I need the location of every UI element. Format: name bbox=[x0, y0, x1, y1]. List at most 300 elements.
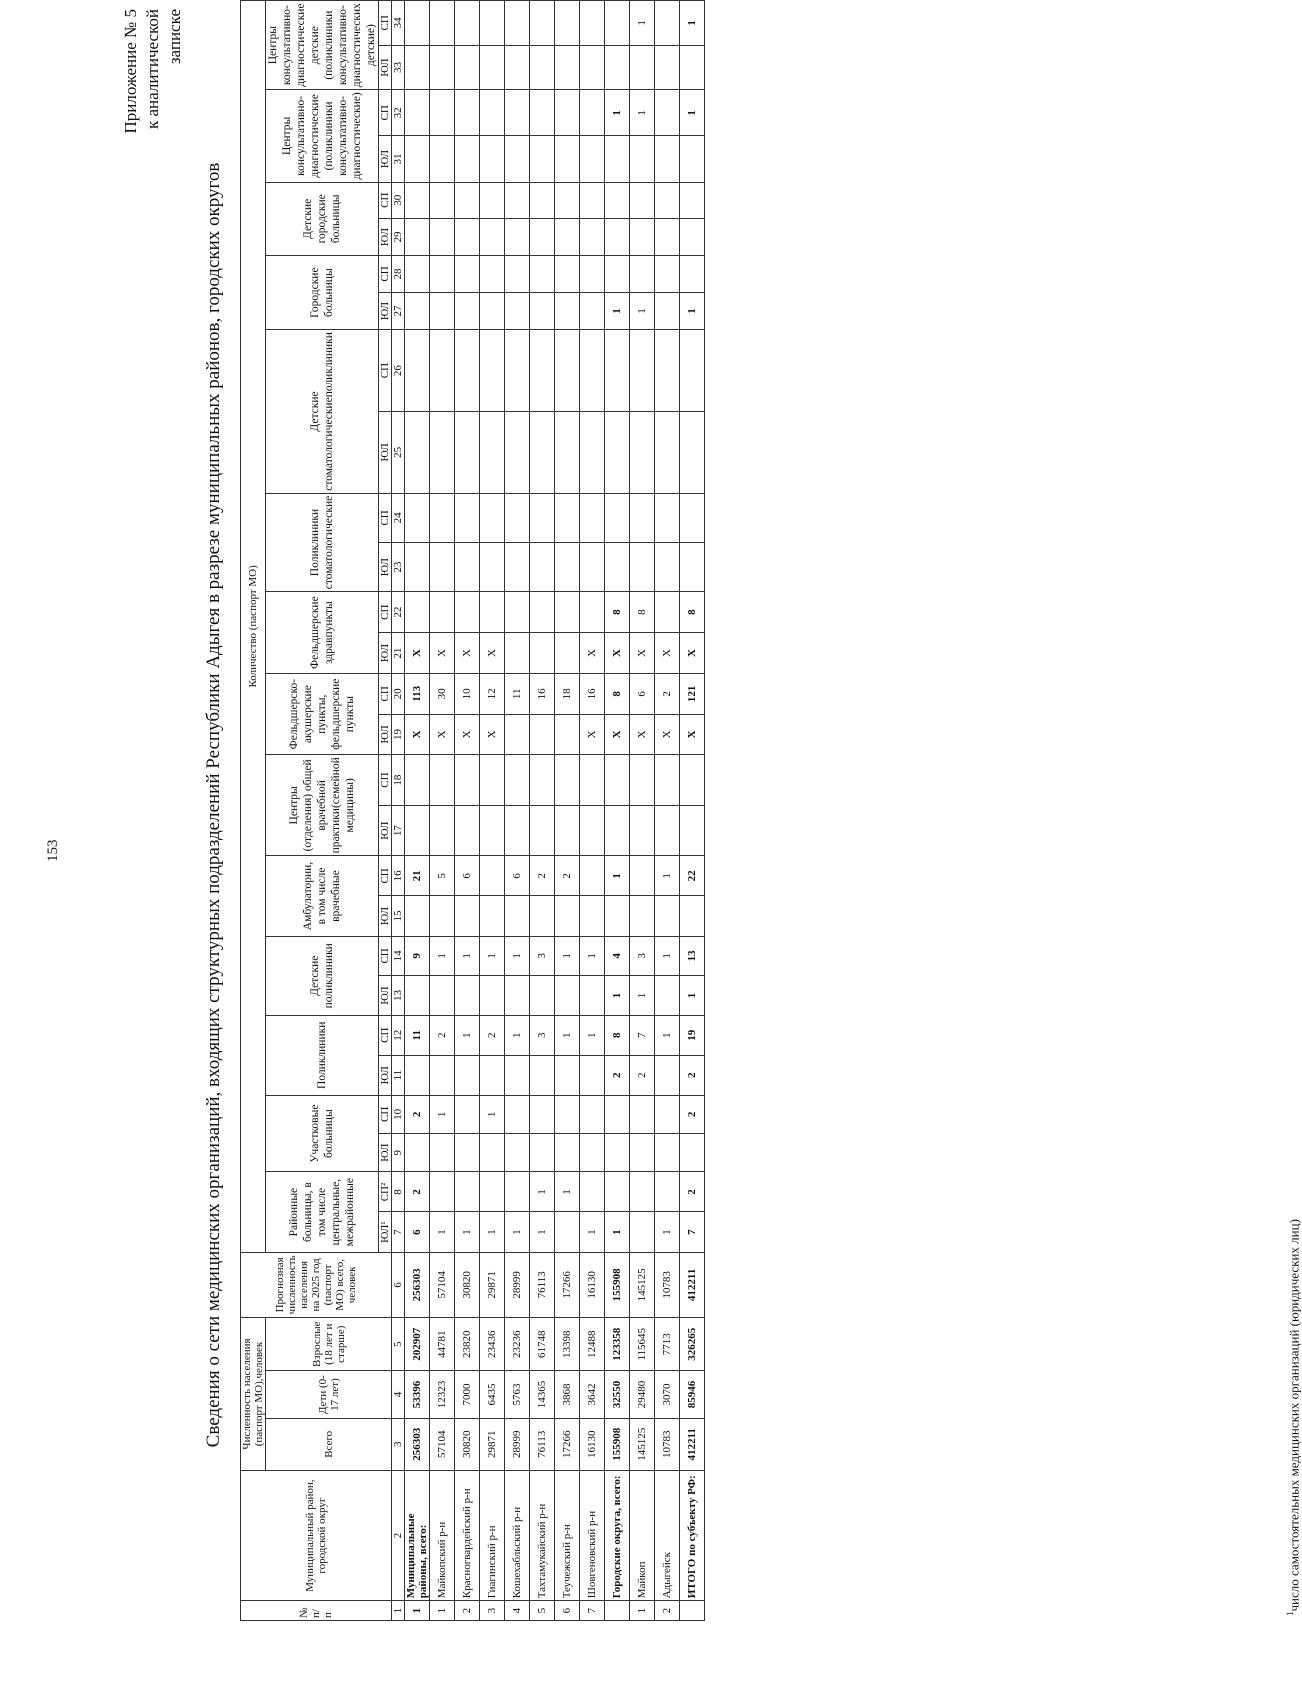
table-cell bbox=[430, 592, 455, 633]
table-cell bbox=[405, 411, 430, 493]
table-cell: 1 bbox=[555, 1015, 580, 1055]
table-cell: 2 bbox=[530, 856, 555, 896]
table-cell: 13398 bbox=[555, 1318, 580, 1371]
table-cell: 8 bbox=[630, 592, 655, 633]
header-sp: СП bbox=[379, 90, 392, 136]
table-cell bbox=[605, 411, 630, 493]
table-cell bbox=[530, 292, 555, 329]
table-cell: 1 bbox=[630, 292, 655, 329]
table-cell: X bbox=[430, 633, 455, 674]
table-cell: 61748 bbox=[530, 1318, 555, 1371]
table-cell: 1 bbox=[655, 856, 680, 896]
table-cell bbox=[530, 592, 555, 633]
table-cell: 145125 bbox=[630, 1252, 655, 1317]
row-district-name: Красногвардейский р-н bbox=[455, 1470, 480, 1600]
table-row bbox=[405, 1, 430, 1621]
table-cell bbox=[680, 805, 705, 856]
appendix-line-2: к аналитической записке bbox=[143, 9, 184, 130]
column-number: 26 bbox=[392, 330, 405, 412]
table-cell: 1 bbox=[455, 1015, 480, 1055]
table-cell: 8 bbox=[680, 592, 705, 633]
table-cell bbox=[405, 1, 430, 46]
table-cell bbox=[480, 856, 505, 896]
table-cell bbox=[580, 493, 605, 542]
table-cell bbox=[405, 543, 430, 592]
table-cell bbox=[430, 218, 455, 255]
table-cell: 23436 bbox=[480, 1318, 505, 1371]
table-cell bbox=[630, 1212, 655, 1252]
column-number: 32 bbox=[392, 90, 405, 136]
table-cell bbox=[430, 1055, 455, 1095]
table-cell bbox=[530, 633, 555, 674]
table-cell bbox=[630, 218, 655, 255]
header-row-2 bbox=[266, 1, 379, 1621]
header-total: Всего bbox=[266, 1418, 392, 1470]
header-yul: ЮЛ bbox=[379, 633, 392, 674]
table-cell: X bbox=[680, 633, 705, 674]
table-cell: 16130 bbox=[580, 1418, 605, 1470]
table-cell bbox=[405, 45, 430, 90]
table-cell: 3 bbox=[630, 936, 655, 975]
table-cell: 1 bbox=[430, 1601, 455, 1621]
table-cell: 113 bbox=[405, 674, 430, 715]
table-cell: 6 bbox=[630, 674, 655, 715]
table-cell: 57104 bbox=[430, 1252, 455, 1317]
table-cell bbox=[605, 805, 630, 856]
column-number: 11 bbox=[392, 1055, 405, 1095]
table-cell bbox=[455, 755, 480, 806]
column-number: 21 bbox=[392, 633, 405, 674]
table-cell bbox=[655, 1, 680, 46]
table-cell bbox=[530, 1095, 555, 1133]
table-cell bbox=[605, 543, 630, 592]
header-yul: ЮЛ bbox=[379, 136, 392, 182]
header-quantity: Количество (паспорт МО) bbox=[241, 1, 266, 1253]
table-cell: 9 bbox=[405, 936, 430, 975]
table-cell: 6 bbox=[405, 1212, 430, 1252]
row-district-name: Кошехабльский р-н bbox=[505, 1470, 530, 1600]
table-cell bbox=[430, 330, 455, 412]
row-district-name: Майкопский р-н bbox=[430, 1470, 455, 1600]
table-cell bbox=[655, 1095, 680, 1133]
table-cell: 115645 bbox=[630, 1318, 655, 1371]
header-group-5: Амбулатории, в том числе врачебные bbox=[266, 856, 379, 936]
table-cell bbox=[580, 755, 605, 806]
table-cell bbox=[555, 543, 580, 592]
table-cell: 1 bbox=[430, 1095, 455, 1133]
table-cell bbox=[405, 136, 430, 182]
table-cell bbox=[405, 1055, 430, 1095]
table-cell: 3642 bbox=[580, 1371, 605, 1418]
table-cell bbox=[430, 182, 455, 218]
header-group-7: Фельдшерско-акушерские пункты, фельдшерские пункты bbox=[266, 674, 379, 755]
table-row bbox=[455, 1, 480, 1621]
table-cell: 155908 bbox=[605, 1418, 630, 1470]
table-cell: 1 bbox=[580, 936, 605, 975]
table-cell bbox=[455, 805, 480, 856]
header-group-6: Центры (отделения) общей врачебной практики(семейной медицины) bbox=[266, 755, 379, 856]
table-cell bbox=[430, 1133, 455, 1172]
table-cell: 1 bbox=[505, 1015, 530, 1055]
table-cell bbox=[455, 493, 480, 542]
row-district-name: ИТОГО по субъекту РФ: bbox=[680, 1470, 705, 1600]
table-cell bbox=[555, 976, 580, 1016]
table-cell bbox=[505, 330, 530, 412]
header-yul: ЮЛ bbox=[379, 976, 392, 1016]
table-cell: 145125 bbox=[630, 1418, 655, 1470]
column-number: 3 bbox=[392, 1418, 405, 1470]
table-cell: X bbox=[405, 714, 430, 755]
header-sp: СП² bbox=[379, 1172, 392, 1212]
table-cell bbox=[455, 976, 480, 1016]
table-cell: 2 bbox=[655, 1601, 680, 1621]
column-number: 23 bbox=[392, 543, 405, 592]
table-cell: 23236 bbox=[505, 1318, 530, 1371]
table-cell bbox=[605, 330, 630, 412]
header-sp: СП bbox=[379, 182, 392, 218]
column-number: 16 bbox=[392, 856, 405, 896]
table-cell bbox=[580, 543, 605, 592]
table-cell bbox=[555, 411, 580, 493]
table-cell: 29480 bbox=[630, 1371, 655, 1418]
table-cell: 1 bbox=[680, 90, 705, 136]
table-cell bbox=[630, 856, 655, 896]
table-cell: 1 bbox=[680, 1, 705, 46]
table-cell bbox=[530, 543, 555, 592]
table-cell bbox=[505, 90, 530, 136]
table-cell bbox=[630, 805, 655, 856]
table-cell bbox=[405, 292, 430, 329]
header-group-11: Городские больницы bbox=[266, 256, 379, 330]
table-cell bbox=[555, 896, 580, 936]
table-cell bbox=[505, 714, 530, 755]
table-cell: 29871 bbox=[480, 1418, 505, 1470]
table-cell bbox=[630, 1133, 655, 1172]
table-cell: X bbox=[430, 714, 455, 755]
column-number: 31 bbox=[392, 136, 405, 182]
table-cell bbox=[480, 182, 505, 218]
column-number: 7 bbox=[392, 1212, 405, 1252]
table-cell: 121 bbox=[680, 674, 705, 715]
table-cell bbox=[505, 543, 530, 592]
table-cell bbox=[655, 493, 680, 542]
table-cell: 21 bbox=[405, 856, 430, 896]
table-cell: X bbox=[630, 714, 655, 755]
table-cell bbox=[680, 330, 705, 412]
table-cell: 3070 bbox=[655, 1371, 680, 1418]
table-cell bbox=[655, 976, 680, 1016]
table-cell: 1 bbox=[530, 1172, 555, 1212]
table-cell bbox=[530, 714, 555, 755]
table-cell: 1 bbox=[505, 1212, 530, 1252]
header-sp: СП bbox=[379, 1, 392, 46]
table-cell bbox=[605, 45, 630, 90]
table-cell bbox=[680, 45, 705, 90]
table-cell bbox=[580, 218, 605, 255]
header-group-3: Поликлиники bbox=[266, 1015, 379, 1095]
header-yul: ЮЛ bbox=[379, 292, 392, 329]
table-cell bbox=[430, 136, 455, 182]
table-cell bbox=[430, 256, 455, 293]
table-cell: 1 bbox=[630, 976, 655, 1016]
table-cell bbox=[580, 182, 605, 218]
column-number: 17 bbox=[392, 805, 405, 856]
table-cell: 32550 bbox=[605, 1371, 630, 1418]
table-cell: 10783 bbox=[655, 1418, 680, 1470]
table-cell: 5763 bbox=[505, 1371, 530, 1418]
table-cell bbox=[505, 45, 530, 90]
table-cell: X bbox=[605, 714, 630, 755]
header-yul: ЮЛ bbox=[379, 714, 392, 755]
table-cell: 7 bbox=[580, 1601, 605, 1621]
table-cell: 16130 bbox=[580, 1252, 605, 1317]
table-cell bbox=[580, 292, 605, 329]
table-cell bbox=[405, 976, 430, 1016]
header-adults: Взрослые (18 лет и старше) bbox=[266, 1318, 392, 1371]
table-cell: 12 bbox=[480, 674, 505, 715]
table-cell bbox=[455, 218, 480, 255]
header-column-numbers bbox=[392, 1, 405, 1621]
table-row bbox=[655, 1, 680, 1621]
header-group-14: Центры консультативно-диагностические детские (поликлиники консультативно-диагностических детские) bbox=[266, 1, 379, 90]
header-sp: СП bbox=[379, 936, 392, 975]
header-yul: ЮЛ¹ bbox=[379, 1212, 392, 1252]
table-cell bbox=[680, 896, 705, 936]
table-cell: 1 bbox=[455, 1212, 480, 1252]
table-cell: 1 bbox=[630, 90, 655, 136]
table-cell bbox=[455, 292, 480, 329]
table-cell: 1 bbox=[605, 976, 630, 1016]
table-cell bbox=[605, 896, 630, 936]
table-cell: 22 bbox=[680, 856, 705, 896]
table-cell: 4 bbox=[605, 936, 630, 975]
table-cell bbox=[655, 256, 680, 293]
table-cell bbox=[455, 896, 480, 936]
table-cell bbox=[605, 1133, 630, 1172]
table-cell: 7713 bbox=[655, 1318, 680, 1371]
table-cell bbox=[580, 411, 605, 493]
table-cell: 326265 bbox=[680, 1318, 705, 1371]
column-number: 30 bbox=[392, 182, 405, 218]
table-cell bbox=[405, 218, 430, 255]
table-cell bbox=[555, 136, 580, 182]
table-cell: 1 bbox=[455, 936, 480, 975]
table-cell bbox=[405, 493, 430, 542]
table-cell: 11 bbox=[405, 1015, 430, 1055]
document-title: Сведения о сети медицинских организаций, входящих структурных подразделений Республики Адыгея в разрезе муниципальных районов, городских округов bbox=[203, 162, 224, 1448]
table-cell bbox=[480, 45, 505, 90]
column-number: 33 bbox=[392, 45, 405, 90]
column-number: 5 bbox=[392, 1318, 405, 1371]
table-cell: 1 bbox=[580, 1212, 605, 1252]
table-cell bbox=[480, 330, 505, 412]
table-cell bbox=[505, 1133, 530, 1172]
table-cell: 19 bbox=[680, 1015, 705, 1055]
table-cell: 29871 bbox=[480, 1252, 505, 1317]
table-cell bbox=[680, 182, 705, 218]
table-cell bbox=[505, 976, 530, 1016]
table-cell bbox=[630, 45, 655, 90]
row-district-name: Майкоп bbox=[630, 1470, 655, 1600]
table-row bbox=[580, 1, 605, 1621]
table-cell: 6 bbox=[455, 856, 480, 896]
table-cell bbox=[605, 1601, 630, 1621]
table-cell bbox=[530, 256, 555, 293]
table-cell bbox=[455, 182, 480, 218]
table-cell bbox=[655, 1172, 680, 1212]
table-cell bbox=[480, 292, 505, 329]
column-number: 15 bbox=[392, 896, 405, 936]
table-cell bbox=[655, 182, 680, 218]
table-cell: 17266 bbox=[555, 1252, 580, 1317]
appendix-line-1: Приложение № 5 bbox=[121, 9, 140, 134]
table-cell bbox=[505, 493, 530, 542]
header-district: Муниципальный район, городской округ bbox=[241, 1470, 392, 1600]
table-cell: 30 bbox=[430, 674, 455, 715]
table-cell bbox=[680, 411, 705, 493]
table-cell: 6435 bbox=[480, 1371, 505, 1418]
header-children: Дети (0-17 лет) bbox=[266, 1371, 392, 1418]
table-cell bbox=[480, 1172, 505, 1212]
table-cell bbox=[530, 805, 555, 856]
header-yul: ЮЛ bbox=[379, 45, 392, 90]
row-district-name: Гиагинский р-н bbox=[480, 1470, 505, 1600]
header-yul: ЮЛ bbox=[379, 543, 392, 592]
table-cell: 76113 bbox=[530, 1418, 555, 1470]
table-cell: 7000 bbox=[455, 1371, 480, 1418]
table-cell bbox=[530, 136, 555, 182]
table-cell: 1 bbox=[505, 936, 530, 975]
table-cell bbox=[405, 182, 430, 218]
table-cell bbox=[680, 136, 705, 182]
table-cell: X bbox=[630, 633, 655, 674]
table-cell: 1 bbox=[605, 292, 630, 329]
table-cell: 2 bbox=[605, 1055, 630, 1095]
table-cell bbox=[430, 411, 455, 493]
table-cell: 23820 bbox=[455, 1318, 480, 1371]
table-cell bbox=[605, 136, 630, 182]
table-cell: 1 bbox=[630, 1601, 655, 1621]
table-cell: 16 bbox=[530, 674, 555, 715]
table-cell: 412211 bbox=[680, 1252, 705, 1317]
table-cell: 17266 bbox=[555, 1418, 580, 1470]
table-cell bbox=[530, 411, 555, 493]
table-cell: 1 bbox=[555, 1172, 580, 1212]
table-cell bbox=[580, 1, 605, 46]
header-sp: СП bbox=[379, 1095, 392, 1133]
table-cell bbox=[480, 218, 505, 255]
table-row bbox=[530, 1, 555, 1621]
table-cell: X bbox=[455, 633, 480, 674]
table-cell bbox=[630, 493, 655, 542]
table-cell bbox=[680, 543, 705, 592]
table-cell bbox=[480, 896, 505, 936]
table-cell bbox=[505, 411, 530, 493]
table-cell: 3 bbox=[480, 1601, 505, 1621]
table-cell: 1 bbox=[555, 936, 580, 975]
table-cell: 76113 bbox=[530, 1252, 555, 1317]
column-number: 27 bbox=[392, 292, 405, 329]
table-cell bbox=[580, 1172, 605, 1212]
table-cell bbox=[555, 218, 580, 255]
table-cell: X bbox=[605, 633, 630, 674]
table-cell bbox=[505, 1, 530, 46]
table-cell: 1 bbox=[655, 1015, 680, 1055]
table-cell bbox=[630, 256, 655, 293]
table-cell: X bbox=[655, 714, 680, 755]
table-cell: 8 bbox=[605, 674, 630, 715]
table-cell bbox=[580, 896, 605, 936]
table-cell bbox=[455, 136, 480, 182]
header-sp: СП bbox=[379, 592, 392, 633]
row-district-name: Городские округа, всего: bbox=[605, 1470, 630, 1600]
table-cell bbox=[655, 543, 680, 592]
table-cell: 1 bbox=[680, 976, 705, 1016]
table-cell: X bbox=[580, 714, 605, 755]
table-cell bbox=[430, 543, 455, 592]
row-district-name: Тахтамукайский р-н bbox=[530, 1470, 555, 1600]
table-cell: 256303 bbox=[405, 1418, 430, 1470]
table-cell bbox=[530, 90, 555, 136]
medical-network-table bbox=[240, 0, 705, 1621]
table-cell bbox=[555, 256, 580, 293]
table-cell bbox=[505, 1172, 530, 1212]
table-cell: 14365 bbox=[530, 1371, 555, 1418]
table-cell bbox=[455, 1095, 480, 1133]
table-cell: 1 bbox=[655, 936, 680, 975]
column-number: 6 bbox=[392, 1252, 405, 1317]
table-cell: 11 bbox=[505, 674, 530, 715]
table-cell bbox=[505, 755, 530, 806]
column-number: 22 bbox=[392, 592, 405, 633]
table-cell: 2 bbox=[680, 1055, 705, 1095]
table-cell bbox=[655, 805, 680, 856]
table-cell bbox=[480, 755, 505, 806]
table-cell bbox=[480, 976, 505, 1016]
table-cell bbox=[405, 896, 430, 936]
table-cell bbox=[530, 182, 555, 218]
table-cell bbox=[655, 218, 680, 255]
table-cell bbox=[505, 182, 530, 218]
table-cell bbox=[605, 182, 630, 218]
table-cell bbox=[630, 543, 655, 592]
table-cell bbox=[605, 1172, 630, 1212]
table-cell bbox=[655, 411, 680, 493]
table-cell bbox=[530, 976, 555, 1016]
header-yul: ЮЛ bbox=[379, 1133, 392, 1172]
table-cell: 2 bbox=[430, 1015, 455, 1055]
table-cell bbox=[455, 1172, 480, 1212]
table-cell bbox=[605, 755, 630, 806]
table-cell bbox=[630, 136, 655, 182]
row-district-name: Шовгеновский р-н bbox=[580, 1470, 605, 1600]
table-cell bbox=[555, 90, 580, 136]
header-population: Численность населения (паспорт МО),человек bbox=[241, 1318, 266, 1471]
table-cell bbox=[405, 592, 430, 633]
table-cell bbox=[405, 256, 430, 293]
column-number: 19 bbox=[392, 714, 405, 755]
footnote-mark: 1 bbox=[1285, 1611, 1295, 1616]
header-sp: СП bbox=[379, 755, 392, 806]
table-cell: 2 bbox=[655, 674, 680, 715]
table-cell bbox=[430, 896, 455, 936]
table-cell bbox=[480, 256, 505, 293]
table-cell bbox=[455, 1055, 480, 1095]
table-cell bbox=[580, 256, 605, 293]
table-cell: 2 bbox=[680, 1172, 705, 1212]
header-yul: ЮЛ bbox=[379, 896, 392, 936]
table-cell: 3 bbox=[530, 1015, 555, 1055]
